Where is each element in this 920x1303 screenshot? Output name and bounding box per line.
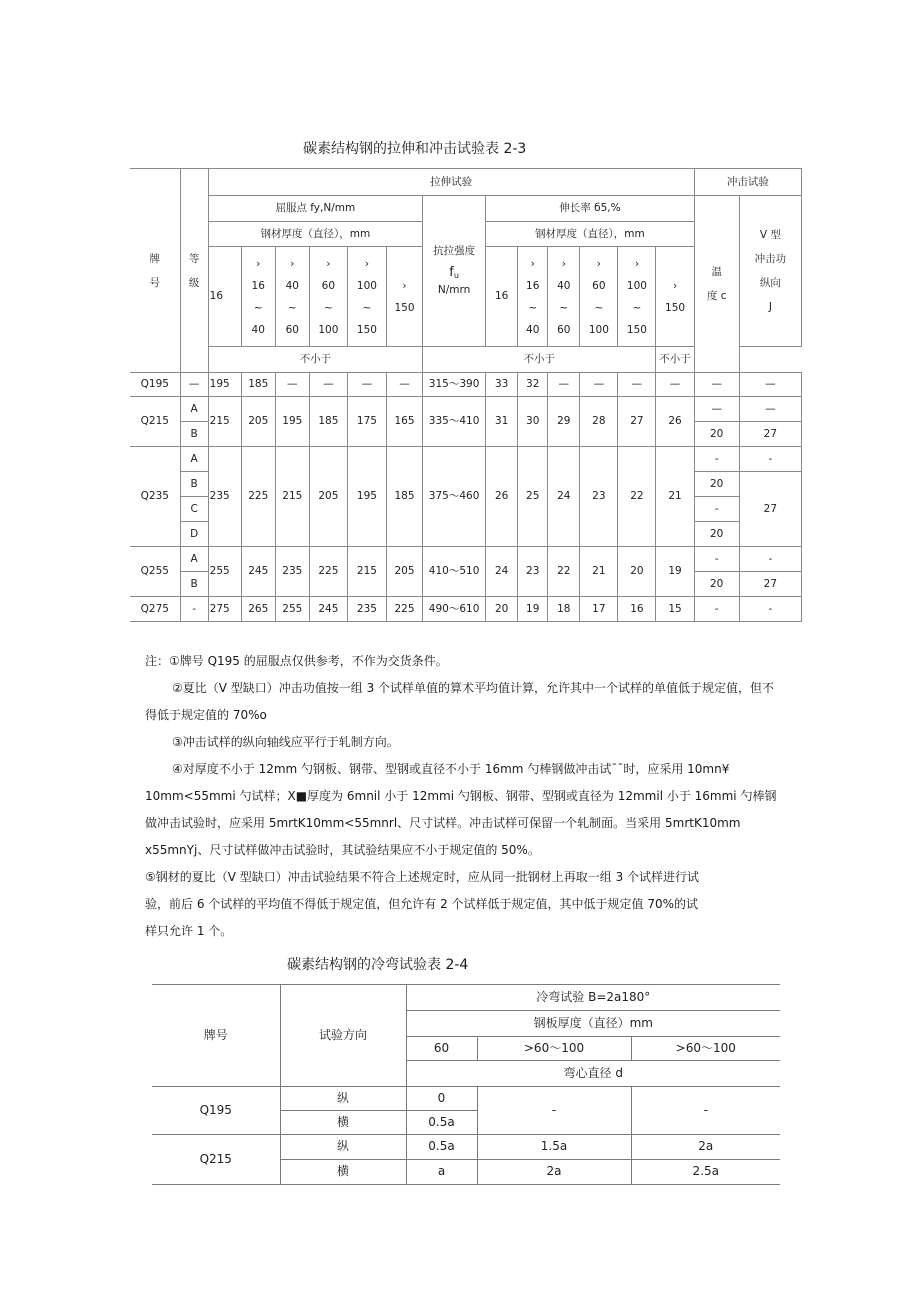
- value-cell: 21: [656, 447, 694, 547]
- value-cell: 490～610: [423, 597, 486, 622]
- value-cell: 27: [739, 472, 801, 547]
- value-cell: 410～510: [423, 547, 486, 597]
- value-cell: 20: [618, 547, 656, 597]
- y-th-40-60: › 40 ~ 60: [275, 247, 309, 347]
- tensile-strength-header: 抗拉强度 $f_u$ N/mrn: [423, 196, 486, 347]
- value-cell: 0.5a: [406, 1135, 477, 1160]
- value-cell: —: [739, 397, 801, 422]
- value-cell: 30: [518, 397, 548, 447]
- value-cell: 255: [208, 547, 241, 597]
- value-cell: 27: [739, 572, 801, 597]
- grade-header: 牌号: [152, 985, 280, 1087]
- value-cell: -: [739, 547, 801, 572]
- value-cell: 20: [694, 572, 739, 597]
- value-cell: 33: [486, 373, 518, 397]
- table-row: [130, 373, 802, 397]
- level-header: 等 级: [180, 169, 208, 373]
- value-cell: 235: [275, 547, 309, 597]
- value-cell: 185: [386, 447, 422, 547]
- value-cell: 165: [386, 397, 422, 447]
- value-cell: 215: [208, 397, 241, 447]
- value-cell: 215: [347, 547, 386, 597]
- grade-cell: Q255: [130, 547, 180, 597]
- value-cell: 27: [739, 422, 801, 447]
- value-cell: -: [739, 447, 801, 472]
- tensile-test-header: 拉伸试验: [208, 169, 694, 196]
- value-cell: —: [275, 373, 309, 397]
- grade-cell: Q215: [152, 1135, 280, 1185]
- value-cell: 235: [208, 447, 241, 547]
- value-cell: 1.5a: [477, 1135, 631, 1160]
- value-cell: 195: [347, 447, 386, 547]
- elong-thickness-header: 钢材厚度（直径），mm: [486, 222, 695, 247]
- value-cell: -: [694, 547, 739, 572]
- e-th-150: › 150: [656, 247, 694, 347]
- note-line: 验，前后 6 个试样的平均值不得低于规定值，但允许有 2 个试样低于规定值，其中低于规定值 70%的试: [145, 897, 699, 911]
- value-cell: 205: [386, 547, 422, 597]
- value-cell: 19: [656, 547, 694, 597]
- mandrel-diameter-header: 弯心直径 d: [406, 1061, 780, 1087]
- value-cell: —: [347, 373, 386, 397]
- yield-thickness-header: 钢材厚度（直径），mm: [208, 222, 422, 247]
- level-cell: A: [180, 547, 208, 572]
- table-row: [130, 597, 802, 622]
- e-th-60-100: › 60 ~ 100: [580, 247, 618, 347]
- level-cell: B: [180, 422, 208, 447]
- value-cell: 225: [309, 547, 347, 597]
- notes-section: [145, 648, 805, 945]
- grade-cell: Q235: [130, 447, 180, 547]
- value-cell: -: [739, 597, 801, 622]
- value-cell: 255: [275, 597, 309, 622]
- value-cell: 225: [241, 447, 275, 547]
- value-cell: 0: [406, 1087, 477, 1111]
- cold-bend-header: 冷弯试验 B=2a180°: [406, 985, 780, 1011]
- direction-cell: 纵: [280, 1087, 406, 1111]
- e-th-100-150: › 100 ~ 150: [618, 247, 656, 347]
- v-notch-header: V 型 冲击功 纵向 J: [739, 196, 801, 347]
- value-cell: 18: [548, 597, 580, 622]
- value-cell: 275: [208, 597, 241, 622]
- value-cell: -: [631, 1087, 780, 1135]
- value-cell: 16: [618, 597, 656, 622]
- value-cell: 32: [518, 373, 548, 397]
- table-row: [152, 1087, 780, 1111]
- value-cell: 205: [241, 397, 275, 447]
- thickness-col-2: >60～100: [477, 1037, 631, 1061]
- value-cell: 23: [580, 447, 618, 547]
- impact-test-header: 冲击试验: [694, 169, 801, 196]
- value-cell: 20: [694, 522, 739, 547]
- value-cell: 245: [241, 547, 275, 597]
- value-cell: 175: [347, 397, 386, 447]
- value-cell: 195: [208, 373, 241, 397]
- direction-cell: 横: [280, 1160, 406, 1185]
- value-cell: 17: [580, 597, 618, 622]
- value-cell: 24: [548, 447, 580, 547]
- tensile-impact-table: [130, 168, 802, 622]
- level-cell: C: [180, 497, 208, 522]
- table-row: [130, 447, 802, 472]
- value-cell: 20: [694, 472, 739, 497]
- impact-not-less: 不小于: [656, 347, 694, 373]
- thickness-col-1: 60: [406, 1037, 477, 1061]
- table2-title: 碳素结构钢的冷弯试验表 2-4: [287, 957, 469, 973]
- level-cell: D: [180, 522, 208, 547]
- value-cell: —: [618, 373, 656, 397]
- value-cell: 28: [580, 397, 618, 447]
- value-cell: 235: [347, 597, 386, 622]
- grade-cell: Q275: [130, 597, 180, 622]
- note-line: 10mm<55mmi 勺试样；X■厚度为 6mnil 小于 12mmi 勺钢板、钢带、型钢或直径为 12mmil 小于 16mmi 勺棒钢: [145, 789, 777, 803]
- value-cell: 2a: [477, 1160, 631, 1185]
- value-cell: 22: [618, 447, 656, 547]
- value-cell: 205: [309, 447, 347, 547]
- value-cell: 225: [386, 597, 422, 622]
- value-cell: 315～390: [423, 373, 486, 397]
- value-cell: 215: [275, 447, 309, 547]
- y-th-100-150: › 100 ~ 150: [347, 247, 386, 347]
- value-cell: 25: [518, 447, 548, 547]
- value-cell: 375～460: [423, 447, 486, 547]
- grade-cell: Q195: [152, 1087, 280, 1135]
- note-line: ⑤钢材的夏比（V 型缺口）冲击试验结果不符合上述规定时，应从同一批钢材上再取一组 3 个试样进行试: [145, 870, 700, 884]
- e-th-40-60: › 40 ~ 60: [548, 247, 580, 347]
- value-cell: 23: [518, 547, 548, 597]
- yield-point-header: 屈服点 fy,N/mm: [208, 196, 422, 222]
- value-cell: —: [656, 373, 694, 397]
- y-th-60-100: › 60 ~ 100: [309, 247, 347, 347]
- note-line: 样只允许 1 个。: [145, 924, 233, 938]
- yield-not-less: 不小于: [208, 347, 422, 373]
- table1-title: 碳素结构钢的拉伸和冲击试验表 2-3: [303, 141, 527, 157]
- temperature-header: 温 度 c: [694, 196, 739, 373]
- table-row: [130, 397, 802, 422]
- value-cell: 20: [486, 597, 518, 622]
- value-cell: 22: [548, 547, 580, 597]
- value-cell: —: [309, 373, 347, 397]
- value-cell: 335～410: [423, 397, 486, 447]
- level-cell: B: [180, 572, 208, 597]
- value-cell: —: [548, 373, 580, 397]
- value-cell: -: [694, 597, 739, 622]
- value-cell: 195: [275, 397, 309, 447]
- value-cell: 15: [656, 597, 694, 622]
- note-line: 做冲击试验时，应采用 5mrtK10mm<55mnrl、尺寸试样。冲击试样可保留一个轧制面。当采用 5mrtK10mm: [145, 816, 741, 830]
- value-cell: —: [739, 373, 801, 397]
- value-cell: a: [406, 1160, 477, 1185]
- grade-cell: Q195: [130, 373, 180, 397]
- grade-cell: Q215: [130, 397, 180, 447]
- note-line: ④对厚度不小于 12mm 勺钢板、钢带、型钢或直径不小于 16mm 勺棒钢做冲击试ˉˉ时，应采用 10mn¥: [172, 762, 730, 776]
- value-cell: 2.5a: [631, 1160, 780, 1185]
- value-cell: —: [694, 397, 739, 422]
- value-cell: 24: [486, 547, 518, 597]
- value-cell: -: [477, 1087, 631, 1135]
- value-cell: —: [386, 373, 422, 397]
- value-cell: -: [694, 447, 739, 472]
- plate-thickness-header: 钢板厚度（直径）mm: [406, 1011, 780, 1037]
- thickness-col-3: >60～100: [631, 1037, 780, 1061]
- table-row: [152, 1135, 780, 1160]
- value-cell: 0.5a: [406, 1111, 477, 1135]
- note-line: 得低于规定值的 70%o: [145, 708, 267, 722]
- value-cell: —: [580, 373, 618, 397]
- note-line: ②夏比（V 型缺口）冲击功值按一组 3 个试样单值的算术平均值计算，允许其中一个试样的单值低于规定值，但不: [172, 681, 775, 695]
- table-row: [130, 547, 802, 572]
- value-cell: 19: [518, 597, 548, 622]
- value-cell: 26: [656, 397, 694, 447]
- value-cell: 185: [309, 397, 347, 447]
- value-cell: 265: [241, 597, 275, 622]
- value-cell: 245: [309, 597, 347, 622]
- value-cell: 2a: [631, 1135, 780, 1160]
- level-cell: A: [180, 397, 208, 422]
- elongation-header: 伸长率 б5,%: [486, 196, 695, 222]
- direction-cell: 横: [280, 1111, 406, 1135]
- note-line: x55mnYj、尺寸试样做冲击试验时，其试验结果应不小于规定值的 50%。: [145, 843, 540, 857]
- value-cell: 185: [241, 373, 275, 397]
- grade-header: 牌 号: [130, 169, 180, 373]
- y-th-16-40: › 16 ~ 40: [241, 247, 275, 347]
- note-line: ③冲击试样的纵向轴线应平行于轧制方向。: [172, 735, 399, 749]
- level-cell: A: [180, 447, 208, 472]
- elong-not-less: 不小于: [423, 347, 656, 373]
- value-cell: 31: [486, 397, 518, 447]
- value-cell: 27: [618, 397, 656, 447]
- value-cell: -: [694, 497, 739, 522]
- e-th-16-40: › 16 ~ 40: [518, 247, 548, 347]
- direction-cell: 纵: [280, 1135, 406, 1160]
- y-th-16: 16: [208, 247, 241, 347]
- e-th-16: 16: [486, 247, 518, 347]
- level-cell: -: [180, 597, 208, 622]
- value-cell: 20: [694, 422, 739, 447]
- level-cell: —: [180, 373, 208, 397]
- level-cell: B: [180, 472, 208, 497]
- value-cell: 26: [486, 447, 518, 547]
- value-cell: 29: [548, 397, 580, 447]
- note-line: 注：①牌号 Q195 的屈服点仅供参考，不作为交货条件。: [145, 654, 448, 668]
- value-cell: 21: [580, 547, 618, 597]
- value-cell: —: [694, 373, 739, 397]
- direction-header: 试验方向: [280, 985, 406, 1087]
- y-th-150: › 150: [386, 247, 422, 347]
- cold-bend-table: [152, 984, 780, 1185]
